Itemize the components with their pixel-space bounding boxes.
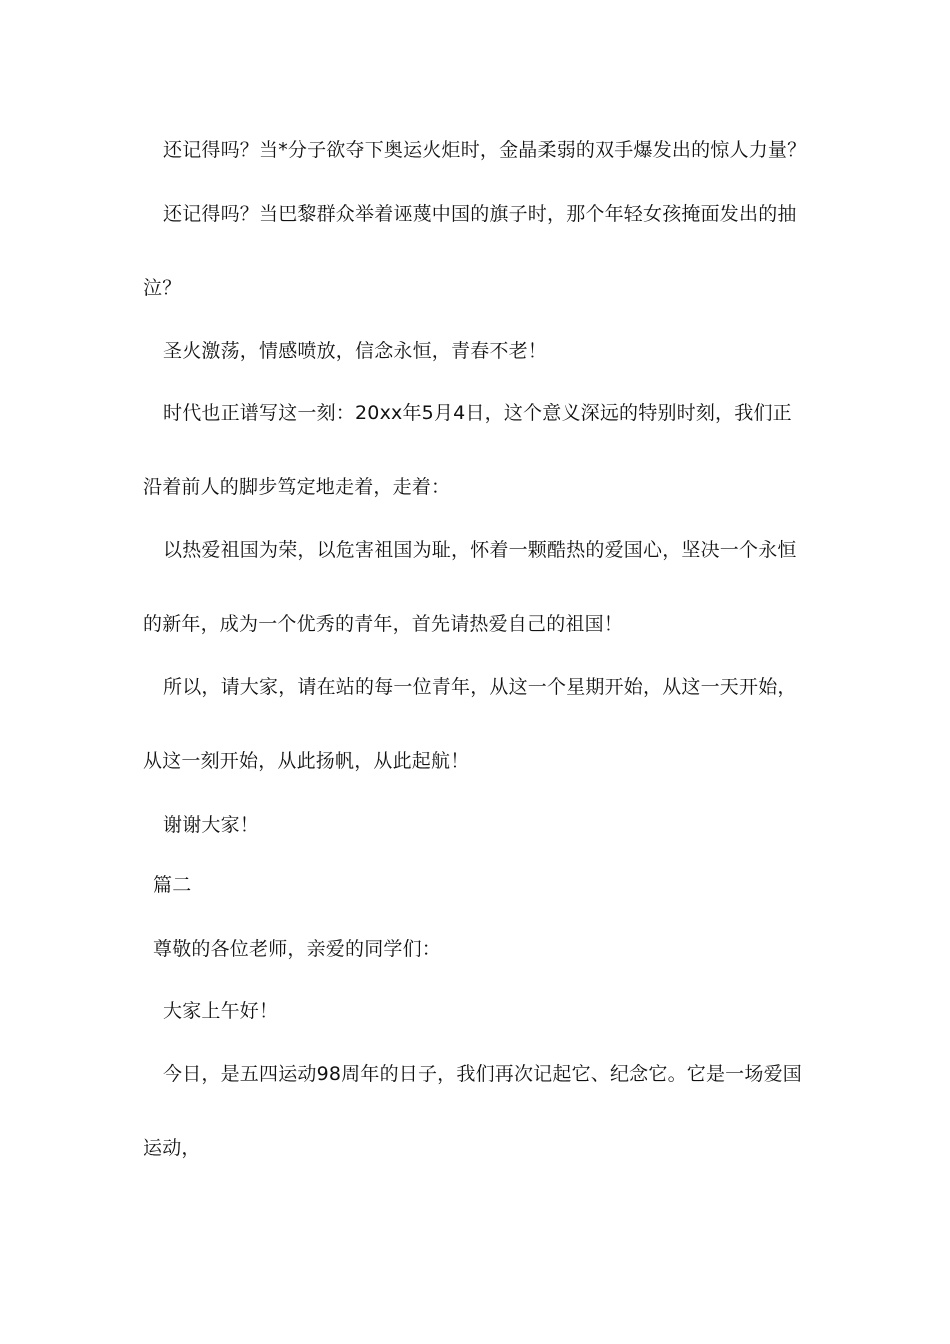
- paragraph-line: 以热爱祖国为荣，以危害祖国为耻，怀着一颗酷热的爱国心，坚决一个永恒: [163, 539, 797, 561]
- paragraph-line: 时代也正谱写这一刻：20xx年5月4日，这个意义深远的特别时刻，我们正: [163, 402, 792, 424]
- section-heading: 篇二: [153, 874, 192, 896]
- paragraph-line: 泣？: [143, 277, 182, 299]
- paragraph-line: 圣火激荡，情感喷放，信念永恒，青春不老！: [163, 340, 548, 362]
- paragraph-line: 沿着前人的脚步笃定地走着，走着：: [143, 476, 451, 498]
- paragraph-line: 的新年，成为一个优秀的青年，首先请热爱自己的祖国！: [143, 613, 624, 635]
- paragraph-line: 所以，请大家，请在站的每一位青年，从这一个星期开始，从这一天开始，: [163, 676, 797, 698]
- greeting-line: 大家上午好！: [163, 1000, 279, 1022]
- paragraph-line: 还记得吗？当巴黎群众举着诬蔑中国的旗子时，那个年轻女孩掩面发出的抽: [163, 203, 797, 225]
- paragraph-line: 今日，是五四运动98周年的日子，我们再次记起它、纪念它。它是一场爱国: [163, 1063, 802, 1085]
- paragraph-line: 谢谢大家！: [163, 814, 260, 836]
- paragraph-line: 还记得吗？当*分子欲夺下奥运火炬时，金晶柔弱的双手爆发出的惊人力量？: [163, 139, 807, 161]
- salutation-line: 尊敬的各位老师，亲爱的同学们：: [153, 938, 442, 960]
- paragraph-line: 从这一刻开始，从此扬帆，从此起航！: [143, 750, 470, 772]
- paragraph-line: 运动，: [143, 1137, 201, 1159]
